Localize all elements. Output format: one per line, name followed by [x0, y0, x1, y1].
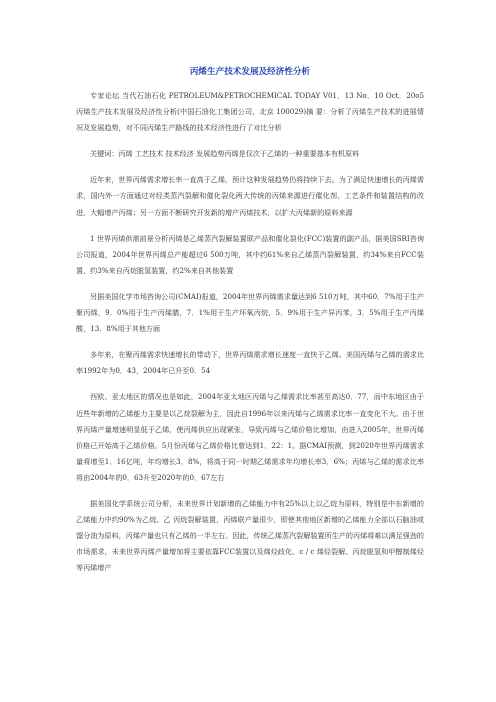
paragraph-capacity-outlook: 据美国化学系统公司分析，未来世界计划新增的乙烯能力中有25%以上以乙烷为原料，特别是中东新增的乙烯能力中约90%为乙烷、乙 丙烷裂解装置，丙烯联产量很少，即使其他地区新增的乙烯能力全部以石脑油或馏分油为原料，丙烯产量也只有乙烯的一半左右。因此，传统乙烯蒸汽裂解装置所生产的丙烯将难以满足强劲的市场需求，未来世界丙烯产量增加将主要依靠FCC装置以及烯烃歧化、c / c 烯烃裂解、丙烷脱氢和甲醇制烯烃等丙烯增产 [76, 498, 424, 573]
paragraph-intro: 近年来，世界丙烯需求增长率一直高于乙烯，预计这种发展趋势仍将持续下去。为了满足快速增长的丙烯需求，国内外一方面通过对经类蒸汽裂解和催化裂化两大传统的丙烯来源进行催化剂、工艺条件和装置结构的改进，大幅增产丙烯；另一方面不断研究开发新的增产丙烯技术，以扩大丙烯新的原料来源 [76, 175, 424, 217]
paragraph-regional: 西欧、亚太地区的情况也是如此，2004年亚太地区丙烯与乙烯需求比率甚至高达0．77，而中东地区由于近些年新增的乙烯能力主要是以乙烷裂解为主，因此自1996年以来丙烯与乙烯需求比率一直变化不大。由于世界丙烯产量增速明显低于乙烯，使丙烯供应出现紧张，导致丙烯与乙烯价格比增加，由进入2005年，世界丙烯价格已开始高于乙烯价格，5月份丙烯与乙烯价格比曾达到1．22：1。据CMAI预测，到2020年世界丙烯需求量将增至1．16亿吨，年均增长3．8%，将高于同一时期乙烯需求年均增长率3．6%；丙烯与乙烯的需求比率将由2004年的0．63升至2020年的0．67左右 [76, 392, 424, 482]
paragraph-cmai-report: 另据美国化学市场咨询公司(CMAI)报道，2004年世界丙烯需求量达到6 510万吨，其中60．7%用于生产聚丙烯，9．0%用于生产丙烯腈，7．1%用于生产环氧丙烷，5．9%用于生产异丙苯，3．5%用于生产丙烯酸，13．8%用于其他方面 [76, 291, 424, 334]
paragraph-header-abstract: 专家论坛 当代石油石化 PETROLEUM&PETROCHEMICAL TODAY V01．13 No．10 Oct．20o5 丙烯生产技术发展及经济性分析(中国石油化工集团公司，北京 100029)摘 要：分析了丙烯生产技术的进展情况及发展趋势，对不同丙烯生产路线的技术经济性进行了对比分析 [76, 91, 424, 133]
paragraph-keywords: 关键词：丙烯 工艺技术 技术经济 发展趋势丙烯是仅次于乙烯的一种重要基本有机原料 [90, 149, 360, 159]
document-title: 丙烯生产技术发展及经济性分析 [189, 67, 311, 77]
paragraph-section-1: 1 世界丙烯供需前景分析丙烯是乙烯蒸汽裂解装置联产品和催化裂化(FCC)装置的副产品，据美国SRI咨询公司报道，2004年世界丙烯总产能超过6 500万吨，其中约61%来自乙烯蒸汽裂解装置，约34%来自FCC装置，约3%来自丙烷脱氢装置，约2%来自其他装置 [76, 233, 424, 275]
paragraph-demand-ratio: 多年来，在聚丙烯需求快速增长的带动下，世界丙烯需求增长速度一直快于乙烯。美国丙烯与乙烯的需求比率1992年为0．43，2004年已升至0．54 [76, 350, 424, 376]
